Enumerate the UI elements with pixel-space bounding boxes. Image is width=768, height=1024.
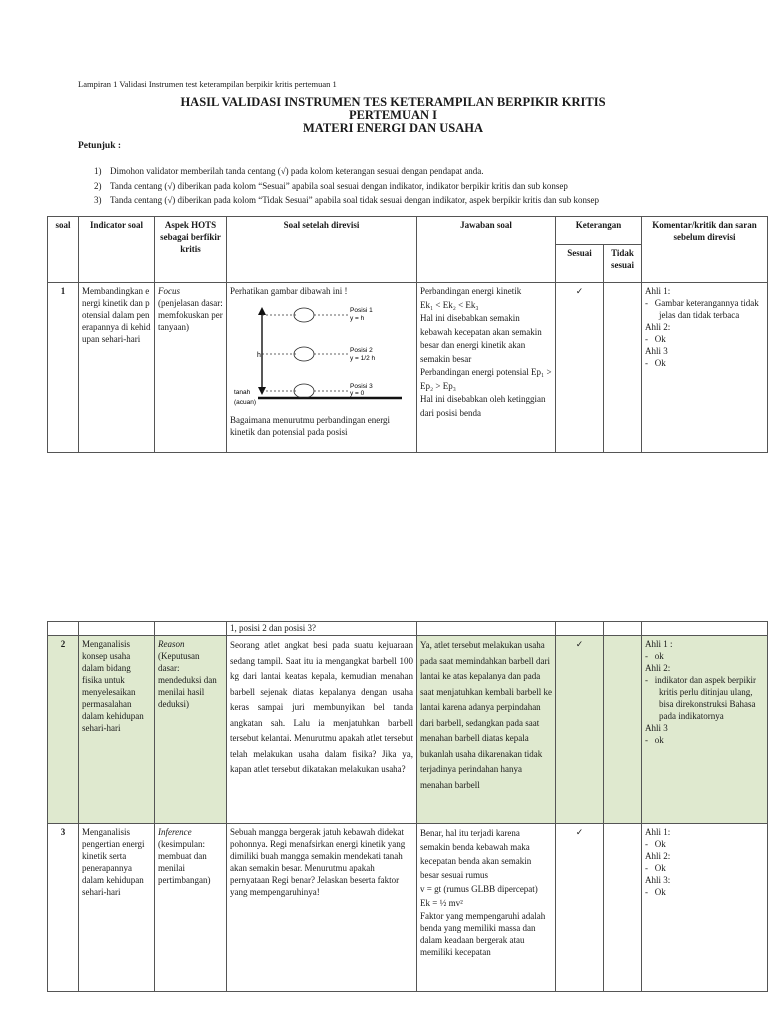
validation-table-page2 xyxy=(47,621,768,992)
row-komentar xyxy=(642,283,768,453)
komentar-head: Ahli 1: xyxy=(645,827,671,837)
row-tidak-sesuai-check[interactable] xyxy=(604,636,642,824)
komentar-item: - Ok xyxy=(645,863,666,873)
row-number: 1 xyxy=(48,283,79,453)
document-title xyxy=(0,96,768,135)
label-posisi-2: Posisi 2 xyxy=(350,347,373,354)
header-aspek: Aspek HOTS sebagai berfikir kritis xyxy=(155,217,227,283)
instruction-2: 2) Tanda centang (√) diberikan pada kolom “Sesuai” apabila soal sesuai dengan indikator, indikator berpikir kritis dan sub konsep xyxy=(94,181,568,191)
row-jawaban: Ya, atlet tersebut melakukan usaha pada saat memindahkan barbell dari lantai ke atas kepalanya dan pada saat menjatuhkan kembali barbell ke lantai karena adanya perpindahan dari barbell, sedangkan pada saat menahan barbell diatas kepala bukanlah usaha dikarenakan tidak terjadinya perindahan hanya menahan barbell xyxy=(417,636,556,824)
komentar-head: Ahli 3 xyxy=(645,346,668,356)
caption: Lampiran 1 Validasi Instrumen test keterampilan berpikir kritis pertemuan 1 xyxy=(78,79,337,89)
komentar-head: Ahli 3: xyxy=(645,875,671,885)
komentar-head: Ahli 2: xyxy=(645,851,671,861)
label-h: h xyxy=(257,352,261,359)
komentar-item: - Ok xyxy=(645,334,666,344)
row-aspek: Reason (Keputusan dasar: mendeduksi dan menilai hasil deduksi) xyxy=(155,636,227,824)
komentar-item: - indikator dan aspek berpikir kritis perlu ditinjau ulang, bisa direkonstruksi Bahasa pada indikatornya xyxy=(645,675,756,721)
row-komentar xyxy=(642,824,768,992)
label-posisi-3: Posisi 3 xyxy=(350,383,373,390)
row-number: 2 xyxy=(48,636,79,824)
header-soal: soal xyxy=(48,217,79,283)
header-keterangan: Keterangan xyxy=(556,217,642,245)
label-posisi-1: Posisi 1 xyxy=(350,307,373,314)
header-komentar: Komentar/kritik dan saran sebelum direvisi xyxy=(642,217,768,283)
petunjuk-label: Petunjuk : xyxy=(78,141,122,151)
ball-posisi-3 xyxy=(294,384,314,398)
instruction-1: 1) Dimohon validator memberilah tanda centang (√) pada kolom keterangan sesuai dengan pendapat anda. xyxy=(94,166,484,176)
label-tanah: tanah xyxy=(234,389,251,396)
row-sesuai-check[interactable]: ✓ xyxy=(556,636,604,824)
komentar-item: - Ok xyxy=(645,358,666,368)
komentar-head: Ahli 3 xyxy=(645,723,668,733)
row-indicator: Membandingkan energi kinetik dan potensial dalam penerapannya di kehidupan sehari-hari xyxy=(79,283,155,453)
ball-posisi-1 xyxy=(294,308,314,322)
table-row xyxy=(48,824,768,992)
komentar-item: - ok xyxy=(645,735,664,745)
row-komentar xyxy=(642,636,768,824)
label-posisi-3-y: y = 0 xyxy=(350,390,365,397)
header-indicator: Indicator soal xyxy=(79,217,155,283)
ball-posisi-2 xyxy=(294,347,314,361)
table-row-continuation xyxy=(48,622,768,636)
komentar-head: Ahli 1 : xyxy=(645,639,673,649)
validation-table-page1 xyxy=(47,216,768,453)
komentar-head: Ahli 2: xyxy=(645,663,671,673)
table-row xyxy=(48,283,768,453)
row-soal: Sebuah mangga bergerak jatuh kebawah didekat pohonnya. Regi menafsirkan energi kinetik yang dimiliki buah mangga semakin mendekati tanah akan semakin besar. Menurutmu apakah pernyataan Regi benar? Jelaskan beserta faktor yang mempengaruhinya! xyxy=(227,824,417,992)
row-tidak-sesuai-check[interactable] xyxy=(604,824,642,992)
komentar-item: - Gambar keterangannya tidak jelas dan tidak terbaca xyxy=(645,298,759,320)
header-tidak-sesuai: Tidak sesuai xyxy=(604,245,642,283)
komentar-item: - Ok xyxy=(645,887,666,897)
row-indicator: Menganalisis konsep usaha dalam bidang fisika untuk menyelesaikan permasalahan dalam kehidupan sehari-hari xyxy=(79,636,155,824)
title-line-3: MATERI ENERGI DAN USAHA xyxy=(303,121,483,135)
title-line-1: HASIL VALIDASI INSTRUMEN TES KETERAMPILAN BERPIKIR KRITIS xyxy=(180,95,606,109)
header-soal-direvisi: Soal setelah direvisi xyxy=(227,217,417,283)
komentar-head: Ahli 2: xyxy=(645,322,671,332)
row-aspek: Inference (kesimpulan: membuat dan menilai pertimbangan) xyxy=(155,824,227,992)
row-soal: Perhatikan gambar dibawah ini ! Posisi 1 y = h Posisi 2 y = 1/2 h Posisi 3 y = 0 h tanah (acuan) Bagaimana menurutmu perbandingan energi kinetik dan potensial pada posisi xyxy=(227,283,417,453)
komentar-item: - Ok xyxy=(645,839,666,849)
row-aspek: Focus (penjelasan dasar: memfokuskan pertanyaan) xyxy=(155,283,227,453)
page-top xyxy=(0,0,768,470)
row-number: 3 xyxy=(48,824,79,992)
row-indicator: Menganalisis pengertian energi kinetik serta penerapannya dalam kehidupan sehari-hari xyxy=(79,824,155,992)
arrow-up-head xyxy=(258,307,266,315)
energy-position-diagram xyxy=(230,301,410,409)
row-soal: Seorang atlet angkat besi pada suatu kejuaraan sedang tampil. Saat itu ia mengangkat barbell 100 kg dari lantai keatas kepala, kemudian menahan barbell sejenak diatas kepalanya dengan usaha keras sampai juri membunyikan bel tanda angkatan sah. Lalu ia menjatuhkan barbell tersebut kelantai. Menurutmu apakah atlet tersebut telah melakukan usaha dalam fisika? Jika ya, kapan atlet tersebut dikatakan melakukan usaha? xyxy=(227,636,417,824)
row-sesuai-check[interactable]: ✓ xyxy=(556,283,604,453)
header-jawaban: Jawaban soal xyxy=(417,217,556,283)
label-posisi-1-y: y = h xyxy=(350,315,365,322)
instruction-3: 3) Tanda centang (√) diberikan pada kolom “Tidak Sesuai” apabila soal tidak sesuai dengan indikator, aspek berpikir kritis dan sub konsep xyxy=(94,195,599,205)
header-sesuai: Sesuai xyxy=(556,245,604,283)
table-row xyxy=(48,636,768,824)
komentar-item: - ok xyxy=(645,651,664,661)
label-acuan: (acuan) xyxy=(234,399,257,406)
title-line-2: PERTEMUAN I xyxy=(348,108,438,122)
row-jawaban: Benar, hal itu terjadi karena semakin benda kebawah maka kecepatan benda akan semakin besar sesuai rumus v = gt (rumus GLBB dipercepat) Ek = ½ mv² Faktor yang mempengaruhi adalah benda yang memiliki massa dan dalam keadaan bergerak atau memiliki kecepatan xyxy=(417,824,556,992)
row-jawaban: Perbandingan energi kinetik Ek₁ < Ek₂ < Ek₃ Hal ini disebabkan semakin kebawah kecepatan akan semakin besar dan energi kinetik akan semakin besar Perbandingan energi potensial Ep₁ > Ep₂ > Ep₃ Hal ini disebabkan oleh ketinggian dari posisi benda xyxy=(417,283,556,453)
row-sesuai-check[interactable]: ✓ xyxy=(556,824,604,992)
label-posisi-2-y: y = 1/2 h xyxy=(350,355,376,362)
komentar-head: Ahli 1: xyxy=(645,286,671,296)
row-soal-continuation: 1, posisi 2 dan posisi 3? xyxy=(227,622,417,636)
row-tidak-sesuai-check[interactable] xyxy=(604,283,642,453)
